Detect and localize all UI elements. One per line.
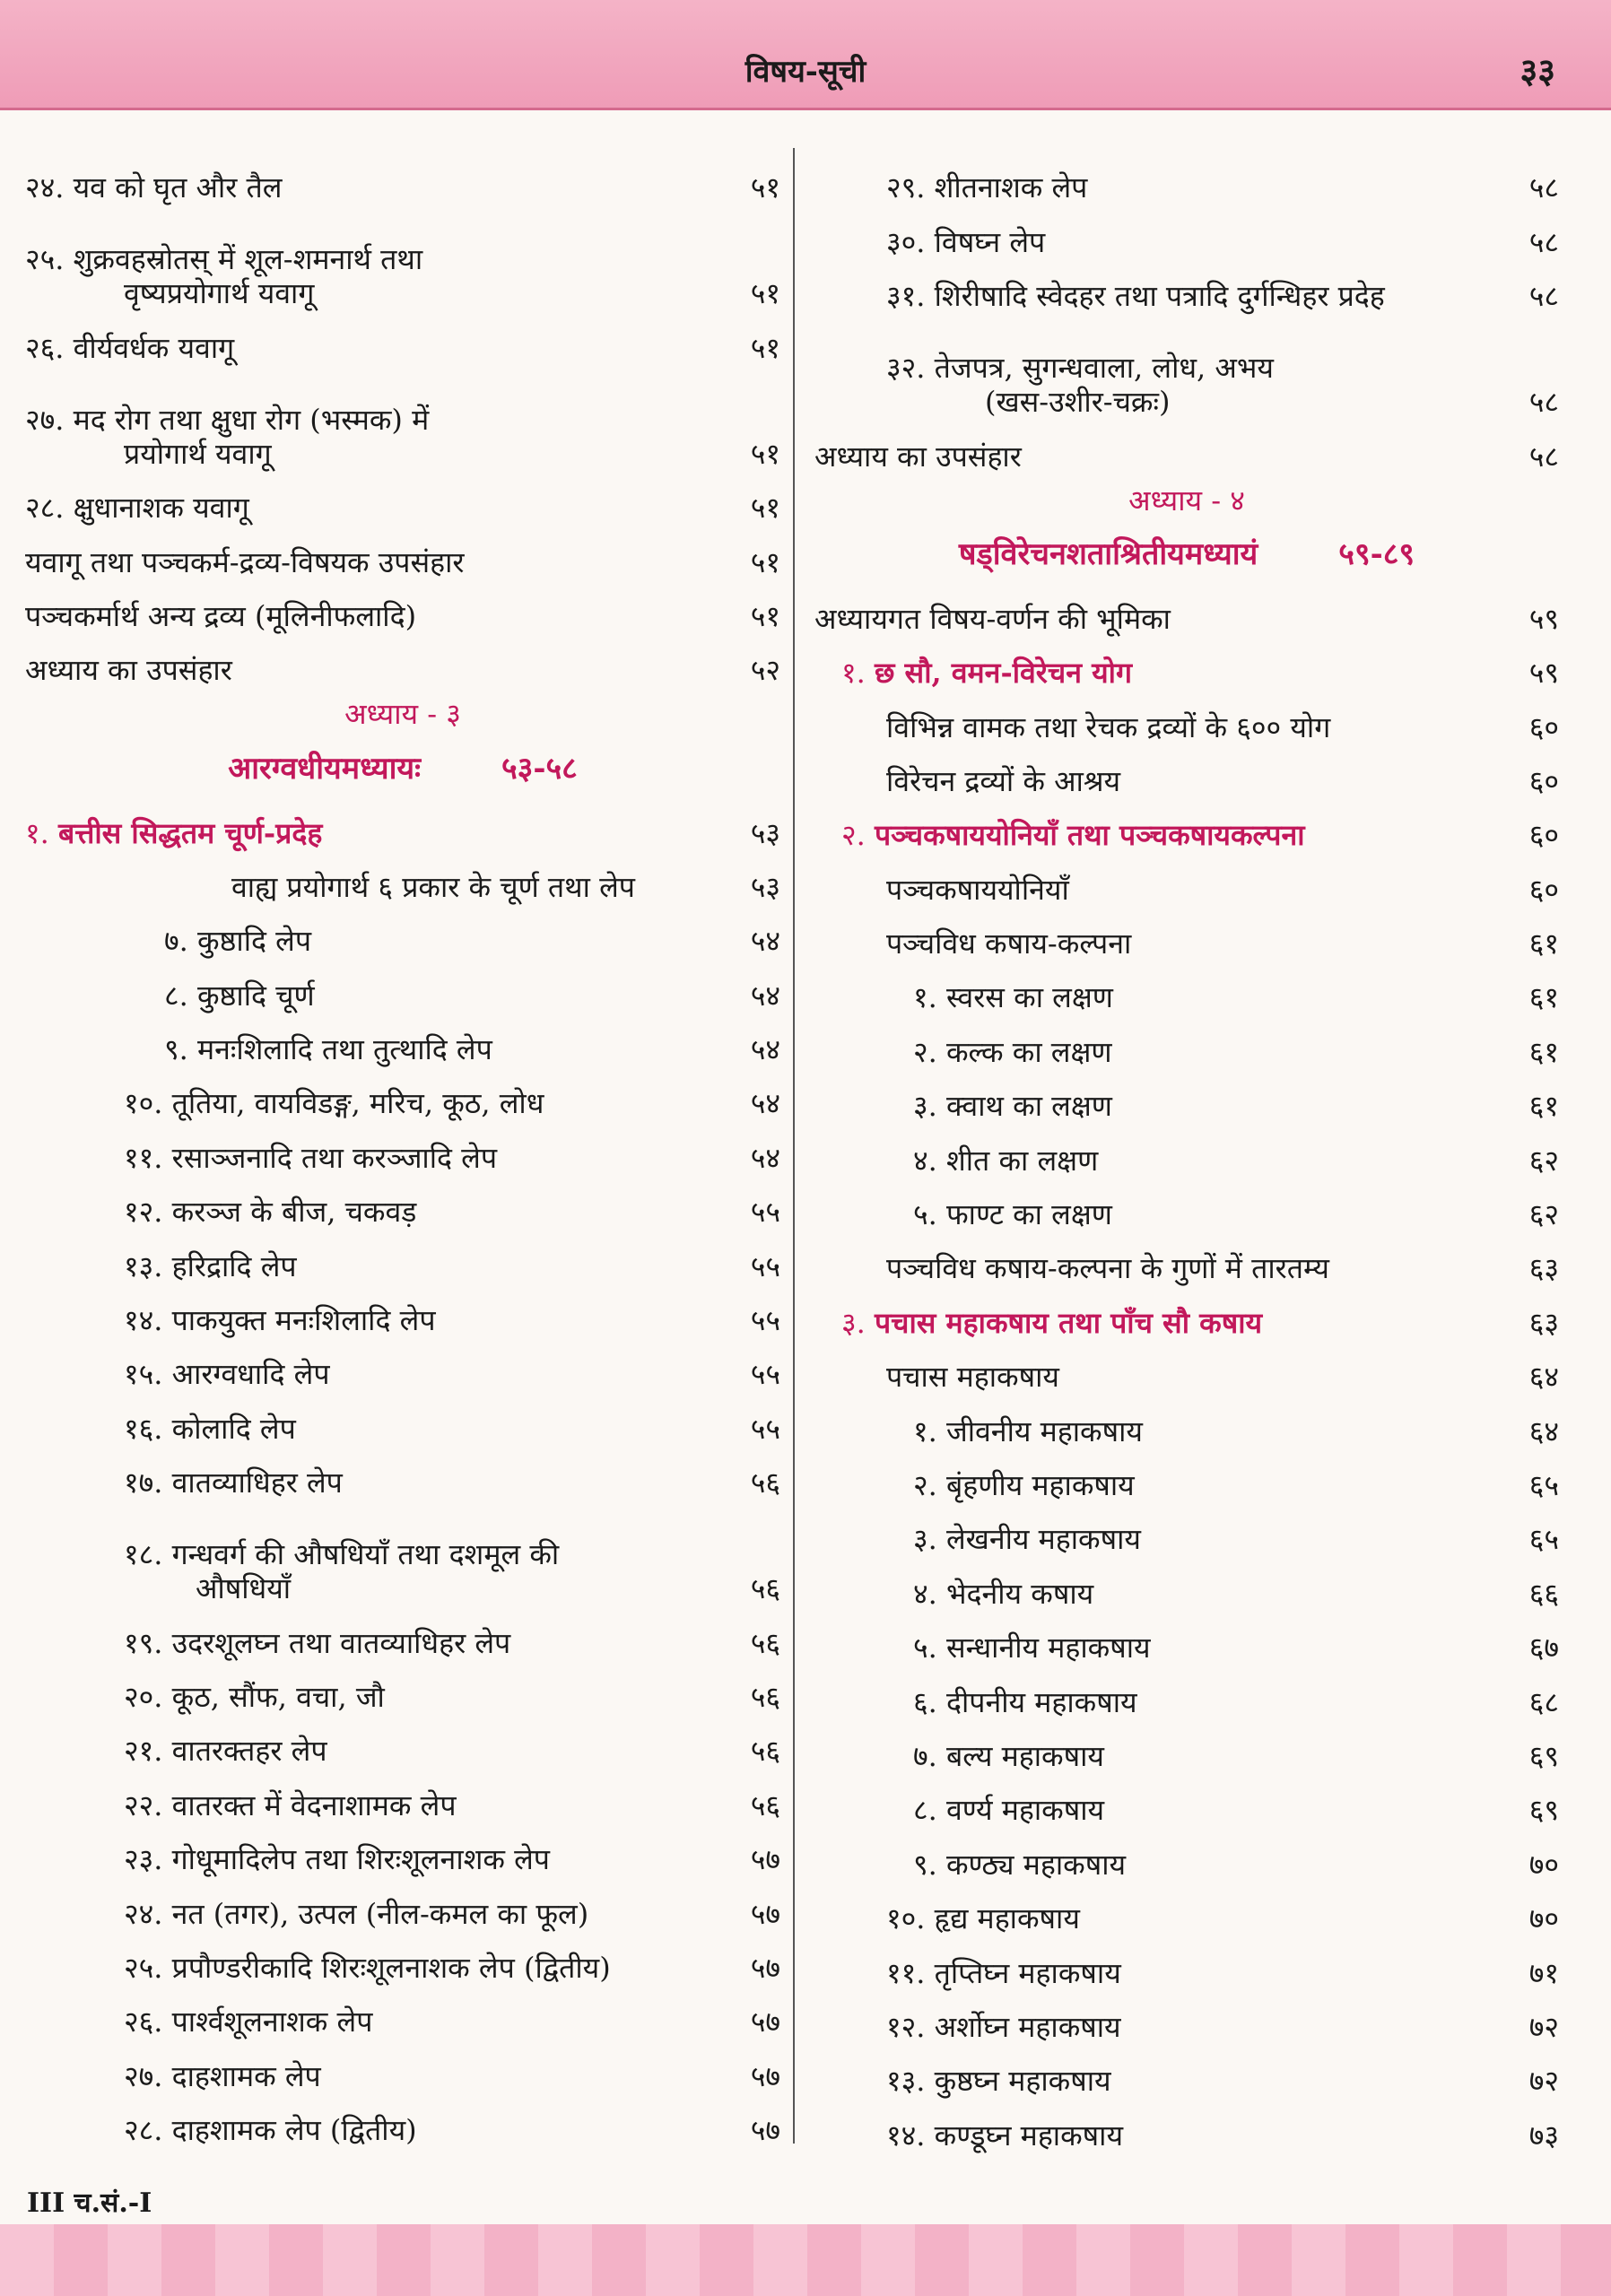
- toc-entry: २६. पार्श्वशूलनाशक लेप ५७: [124, 2005, 780, 2039]
- chapter-label: अध्याय - ४: [1128, 483, 1245, 517]
- column-divider: [793, 148, 795, 2144]
- toc-left-column: [25, 151, 780, 2169]
- toc-entry: ५. फाण्ट का लक्षण ६२: [913, 1197, 1559, 1232]
- toc-entry: १०. हृद्य महाकषाय ७०: [886, 1901, 1559, 1936]
- toc-entry: ११. रसाञ्जनादि तथा करञ्जादि लेप ५४: [124, 1140, 780, 1175]
- toc-entry: २. कल्क का लक्षण ६१: [913, 1034, 1559, 1069]
- page-header: [0, 0, 1611, 110]
- toc-entry: २८. दाहशामक लेप (द्वितीय) ५७: [124, 2113, 780, 2148]
- toc-entry: ८. वर्ण्य महाकषाय ६९: [913, 1793, 1559, 1828]
- toc-entry: १. जीवनीय महाकषाय ६४: [913, 1413, 1559, 1448]
- toc-entry: २४. यव को घृत और तैल ५१: [25, 170, 780, 205]
- toc-entry: २९. शीतनाशक लेप ५८: [886, 170, 1559, 205]
- toc-entry: ३२. तेजपत्र, सुगन्धवाला, लोध, अभय (खस-उशीर-चक्रः) ५८: [886, 351, 1559, 420]
- toc-entry: १२. अर्शोघ्न महाकषाय ७२: [886, 2009, 1559, 2044]
- toc-entry: १८. गन्धवर्ग की औषधियाँ तथा दशमूल की औषधियाँ ५६: [124, 1537, 780, 1606]
- toc-entry: विरेचन द्रव्यों के आश्रय ६०: [886, 763, 1559, 798]
- toc-entry: पचास महाकषाय ६४: [886, 1360, 1559, 1395]
- toc-entry: २५. प्रपौण्डरीकादि शिरःशूलनाशक लेप (द्वितीय) ५७: [124, 1950, 780, 1985]
- page-number: ३३: [1520, 50, 1555, 91]
- toc-entry: विभिन्न वामक तथा रेचक द्रव्यों के ६०० योग ६०: [886, 709, 1559, 744]
- footer-code: III च.सं.-I: [27, 2187, 152, 2219]
- toc-entry: यवागू तथा पञ्चकर्म-द्रव्य-विषयक उपसंहार ५१: [25, 544, 780, 579]
- toc-entry: ४. शीत का लक्षण ६२: [913, 1143, 1559, 1178]
- toc-entry: अध्यायगत विषय-वर्णन की भूमिका ५९: [814, 601, 1559, 636]
- chapter-label: अध्याय - ३: [344, 697, 461, 732]
- toc-entry: ८. कुष्ठादि चूर्ण ५४: [164, 978, 780, 1013]
- toc-right-column: [814, 151, 1559, 2169]
- toc-entry: ७. कुष्ठादि लेप ५४: [164, 924, 780, 959]
- toc-entry: २४. नत (तगर), उत्पल (नील-कमल का फूल) ५७: [124, 1896, 780, 1931]
- toc-entry: २३. गोधूमादिलेप तथा शिरःशूलनाशक लेप ५७: [124, 1842, 780, 1877]
- toc-entry: ६. दीपनीय महाकषाय ६८: [913, 1684, 1559, 1719]
- footer-decoration: [0, 2224, 1611, 2296]
- toc-entry: पञ्चविध कषाय-कल्पना के गुणों में तारतम्य ६३: [886, 1251, 1559, 1286]
- toc-entry: ४. भेदनीय कषाय ६६: [913, 1576, 1559, 1611]
- toc-entry: २८. क्षुधानाशक यवागू ५१: [25, 491, 780, 526]
- toc-entry: ९. कण्ठ्य महाकषाय ७०: [913, 1847, 1559, 1882]
- toc-entry: १७. वातव्याधिहर लेप ५६: [124, 1465, 780, 1500]
- toc-section: १. बत्तीस सिद्धतम चूर्ण-प्रदेह ५३: [25, 815, 780, 850]
- toc-entry: १४. कण्डूघ्न महाकषाय ७३: [886, 2118, 1559, 2152]
- chapter-title: आरग्वधीयमध्यायः ५३-५८: [228, 750, 578, 787]
- toc-entry: २७. मद रोग तथा क्षुधा रोग (भस्मक) में प्रयोगार्थ यवागू ५१: [25, 402, 780, 471]
- toc-entry: ९. मनःशिलादि तथा तुत्थादि लेप ५४: [164, 1032, 780, 1067]
- toc-section: १. छ सौ, वमन-विरेचन योग ५९: [841, 656, 1559, 691]
- toc-entry: ३. लेखनीय महाकषाय ६५: [913, 1522, 1559, 1557]
- toc-entry: १. स्वरस का लक्षण ६१: [913, 980, 1559, 1015]
- toc-entry: १३. हरिद्रादि लेप ५५: [124, 1248, 780, 1283]
- toc-entry: १६. कोलादि लेप ५५: [124, 1411, 780, 1446]
- toc-entry: वाह्य प्रयोगार्थ ६ प्रकार के चूर्ण तथा लेप ५३: [231, 869, 780, 904]
- toc-entry: १३. कुष्ठघ्न महाकषाय ७२: [886, 2064, 1559, 2099]
- toc-entry: २५. शुक्रवहस्रोतस् में शूल-शमनार्थ तथा वृष्यप्रयोगार्थ यवागू ५१: [25, 242, 780, 311]
- toc-entry: पञ्चकषाययोनियाँ ६०: [886, 872, 1559, 907]
- toc-entry: ११. तृप्तिघ्न महाकषाय ७१: [886, 1955, 1559, 1990]
- toc-entry: १४. पाकयुक्त मनःशिलादि लेप ५५: [124, 1303, 780, 1338]
- toc-entry: पञ्चविध कषाय-कल्पना ६१: [886, 926, 1559, 961]
- toc-entry: पञ्चकर्मार्थ अन्य द्रव्य (मूलिनीफलादि) ५१: [25, 598, 780, 633]
- page-title: विषय-सूची: [745, 54, 866, 90]
- toc-entry: २०. कूठ, सौंफ, वचा, जौ ५६: [124, 1679, 780, 1714]
- toc-section: ३. पचास महाकषाय तथा पाँच सौ कषाय ६३: [841, 1305, 1559, 1340]
- toc-entry: २२. वातरक्त में वेदनाशामक लेप ५६: [124, 1787, 780, 1822]
- chapter-title: षड्विरेचनशताश्रितीयमध्यायं ५९-८९: [958, 535, 1415, 572]
- toc-entry: १५. आरग्वधादि लेप ५५: [124, 1357, 780, 1392]
- toc-entry: १०. तूतिया, वायविडङ्ग, मरिच, कूठ, लोध ५४: [124, 1086, 780, 1121]
- toc-entry: ३०. विषघ्न लेप ५८: [886, 224, 1559, 259]
- toc-entry: अध्याय का उपसंहार ५८: [814, 439, 1559, 474]
- toc-entry: २१. वातरक्तहर लेप ५६: [124, 1734, 780, 1769]
- toc-entry: २७. दाहशामक लेप ५७: [124, 2058, 780, 2093]
- toc-entry: ५. सन्धानीय महाकषाय ६७: [913, 1631, 1559, 1665]
- toc-entry: ७. बल्य महाकषाय ६९: [913, 1738, 1559, 1773]
- toc-entry: २६. वीर्यवर्धक यवागू ५१: [25, 330, 780, 365]
- toc-entry: अध्याय का उपसंहार ५२: [25, 653, 780, 688]
- toc-entry: १२. करञ्ज के बीज, चकवड़ ५५: [124, 1195, 780, 1230]
- toc-entry: २. बृंहणीय महाकषाय ६५: [913, 1467, 1559, 1502]
- toc-entry: ३१. शिरीषादि स्वेदहर तथा पत्रादि दुर्गन्धिहर प्रदेह ५८: [886, 279, 1559, 314]
- toc-entry: ३. क्वाथ का लक्षण ६१: [913, 1089, 1559, 1124]
- toc-entry: १९. उदरशूलघ्न तथा वातव्याधिहर लेप ५६: [124, 1625, 780, 1660]
- toc-section: २. पञ्चकषाययोनियाँ तथा पञ्चकषायकल्पना ६०: [841, 818, 1559, 853]
